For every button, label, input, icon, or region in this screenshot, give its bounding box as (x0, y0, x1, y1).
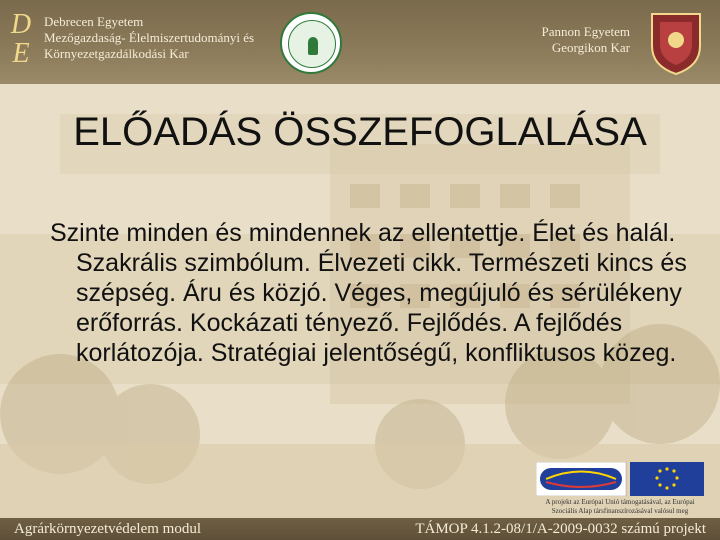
logo-letter: D (10, 9, 32, 40)
debrecen-university-name (44, 14, 254, 62)
faculty-seal-icon (280, 12, 342, 74)
georgikon-shield-icon (648, 10, 704, 76)
eu-caption-line: Szociális Alap társfinanszírozásával valósul meg (551, 507, 689, 515)
header-right-line: Pannon Egyetem (541, 24, 630, 39)
module-name: Agrárkörnyezetvédelem modul (14, 521, 202, 537)
university-logo-icon (8, 10, 34, 68)
pannon-university-name (542, 24, 630, 56)
eu-funding-caption (530, 498, 710, 516)
header-right-line: Georgikon Kar (551, 40, 630, 55)
project-id: TÁMOP 4.1.2-08/1/A-2009-0032 számú projekt (415, 521, 706, 537)
header-left-line: Környezetgazdálkodási Kar (44, 46, 189, 61)
header-banner (0, 0, 720, 84)
eu-funding-badge (530, 458, 710, 518)
eu-caption-line: A projekt az Európai Unió támogatásával, az Európai (545, 498, 695, 506)
header-left-line: Mezőgazdaság- Élelmiszertudományi és (44, 30, 255, 45)
header-left-line: Debrecen Egyetem (44, 14, 144, 29)
slide-title: ELŐADÁS ÖSSZEFOGLALÁSA (73, 110, 647, 154)
summary-text: Szinte minden és mindennek az ellentettje. Élet és halál. Szakrális szimbólum. Élvezeti cikk. Természeti kincs és szépség. Áru és közjó. Véges, megújuló és sérülékeny erőforrás. Kockázati tényező. Fejlődés. A fejlődés korlátozója. Stratégiai jelentőségű, konfliktusos közeg. (50, 219, 687, 367)
footer-bar (0, 518, 720, 540)
logo-letter: E (12, 38, 30, 69)
eu-logos-icon (536, 462, 704, 496)
